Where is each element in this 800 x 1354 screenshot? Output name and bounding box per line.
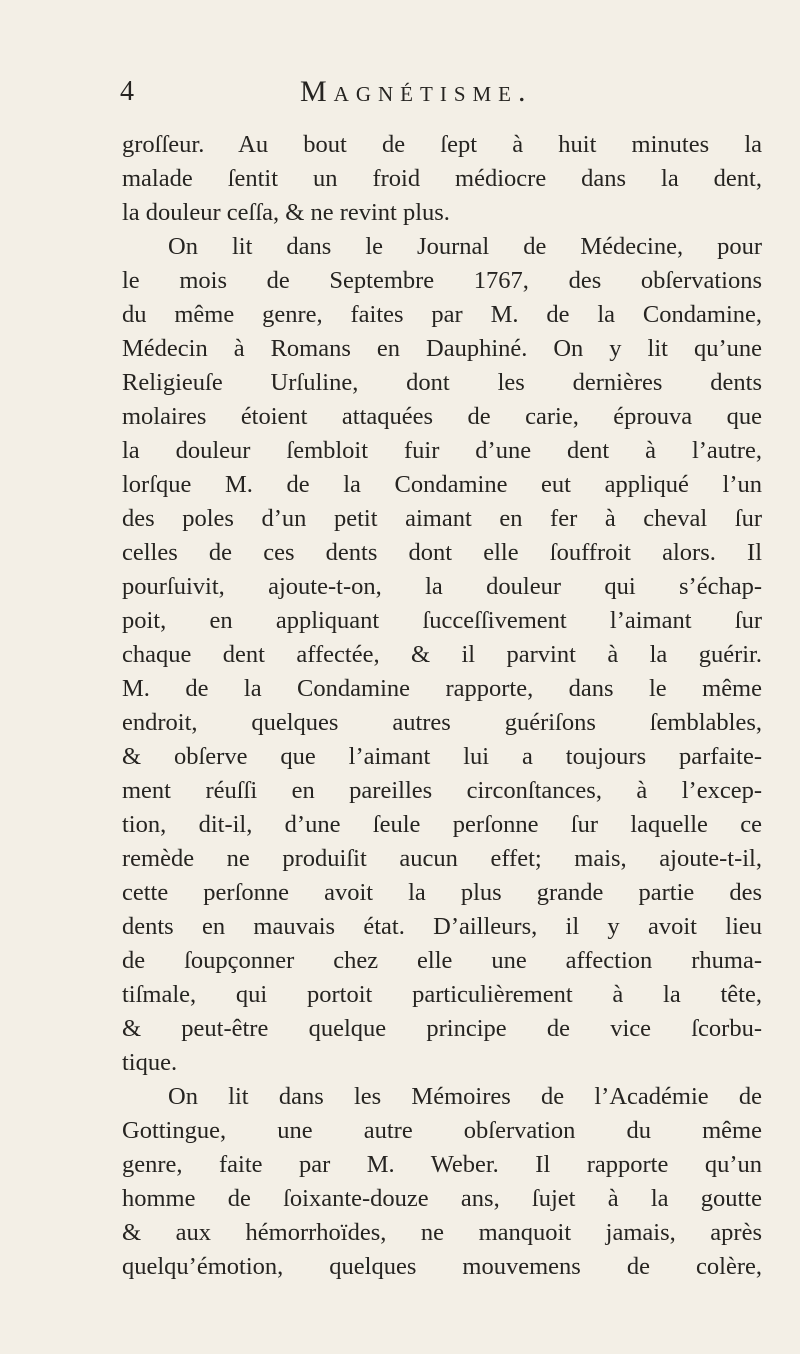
text-line: On lit dans le Journal de Médecine, pour <box>168 233 762 260</box>
text-line: de ſoupçonner chez elle une affection rhuma- <box>122 947 762 974</box>
text-line: On lit dans les Mémoires de l’Académie de <box>168 1083 762 1110</box>
text-line: M. de la Condamine rapporte, dans le même <box>122 675 762 702</box>
text-line: Religieuſe Urſuline, dont les dernières dents <box>122 369 762 396</box>
text-line: le mois de Septembre 1767, des obſervations <box>122 267 762 294</box>
text-line: tique. <box>122 1049 178 1076</box>
text-line: quelqu’émotion, quelques mouvemens de colère, <box>122 1253 762 1280</box>
text-line: tiſmale, qui portoit particulièrement à la tête, <box>122 981 762 1008</box>
text-line: poit, en appliquant ſucceſſivement l’aimant ſur <box>122 607 762 634</box>
text-line: la douleur ſembloit fuir d’une dent à l’autre, <box>122 437 762 464</box>
text-line: cette perſonne avoit la plus grande partie des <box>122 879 762 906</box>
text-line: endroit, quelques autres guériſons ſemblables, <box>122 709 762 736</box>
running-title: Magnétisme. <box>300 75 533 108</box>
text-line: groſſeur. Au bout de ſept à huit minutes la <box>122 131 762 158</box>
body-text <box>122 128 762 1284</box>
text-line: pourſuivit, ajoute-t-on, la douleur qui s’échap- <box>122 573 762 600</box>
text-line: genre, faite par M. Weber. Il rapporte qu’un <box>122 1151 762 1178</box>
page-header <box>120 72 760 112</box>
text-line: molaires étoient attaquées de carie, éprouva que <box>122 403 762 430</box>
text-line: & peut-être quelque principe de vice ſcorbu- <box>122 1015 762 1042</box>
text-line: Gottingue, une autre obſervation du même <box>122 1117 762 1144</box>
text-line: lorſque M. de la Condamine eut appliqué l’un <box>122 471 762 498</box>
text-line: la douleur ceſſa, & ne revint plus. <box>122 199 450 226</box>
text-line: dents en mauvais état. D’ailleurs, il y avoit lieu <box>122 913 762 940</box>
text-line: celles de ces dents dont elle ſouffroit alors. Il <box>122 539 762 566</box>
text-line: tion, dit-il, d’une ſeule perſonne ſur laquelle ce <box>122 811 762 838</box>
text-line: remède ne produiſit aucun effet; mais, ajoute-t-il, <box>122 845 762 872</box>
text-line: & aux hémorrhoïdes, ne manquoit jamais, après <box>122 1219 762 1246</box>
text-line: chaque dent affectée, & il parvint à la guérir. <box>122 641 762 668</box>
text-line: des poles d’un petit aimant en fer à cheval ſur <box>122 505 762 532</box>
text-line: ment réuſſi en pareilles circonſtances, à l’excep- <box>122 777 762 804</box>
text-line: homme de ſoixante-douze ans, ſujet à la goutte <box>122 1185 762 1212</box>
text-line: Médecin à Romans en Dauphiné. On y lit qu’une <box>122 335 762 362</box>
text-line: & obſerve que l’aimant lui a toujours parfaite- <box>122 743 762 770</box>
page-number: 4 <box>120 76 134 107</box>
text-line: du même genre, faites par M. de la Condamine, <box>122 301 762 328</box>
text-line: malade ſentit un froid médiocre dans la dent, <box>122 165 762 192</box>
